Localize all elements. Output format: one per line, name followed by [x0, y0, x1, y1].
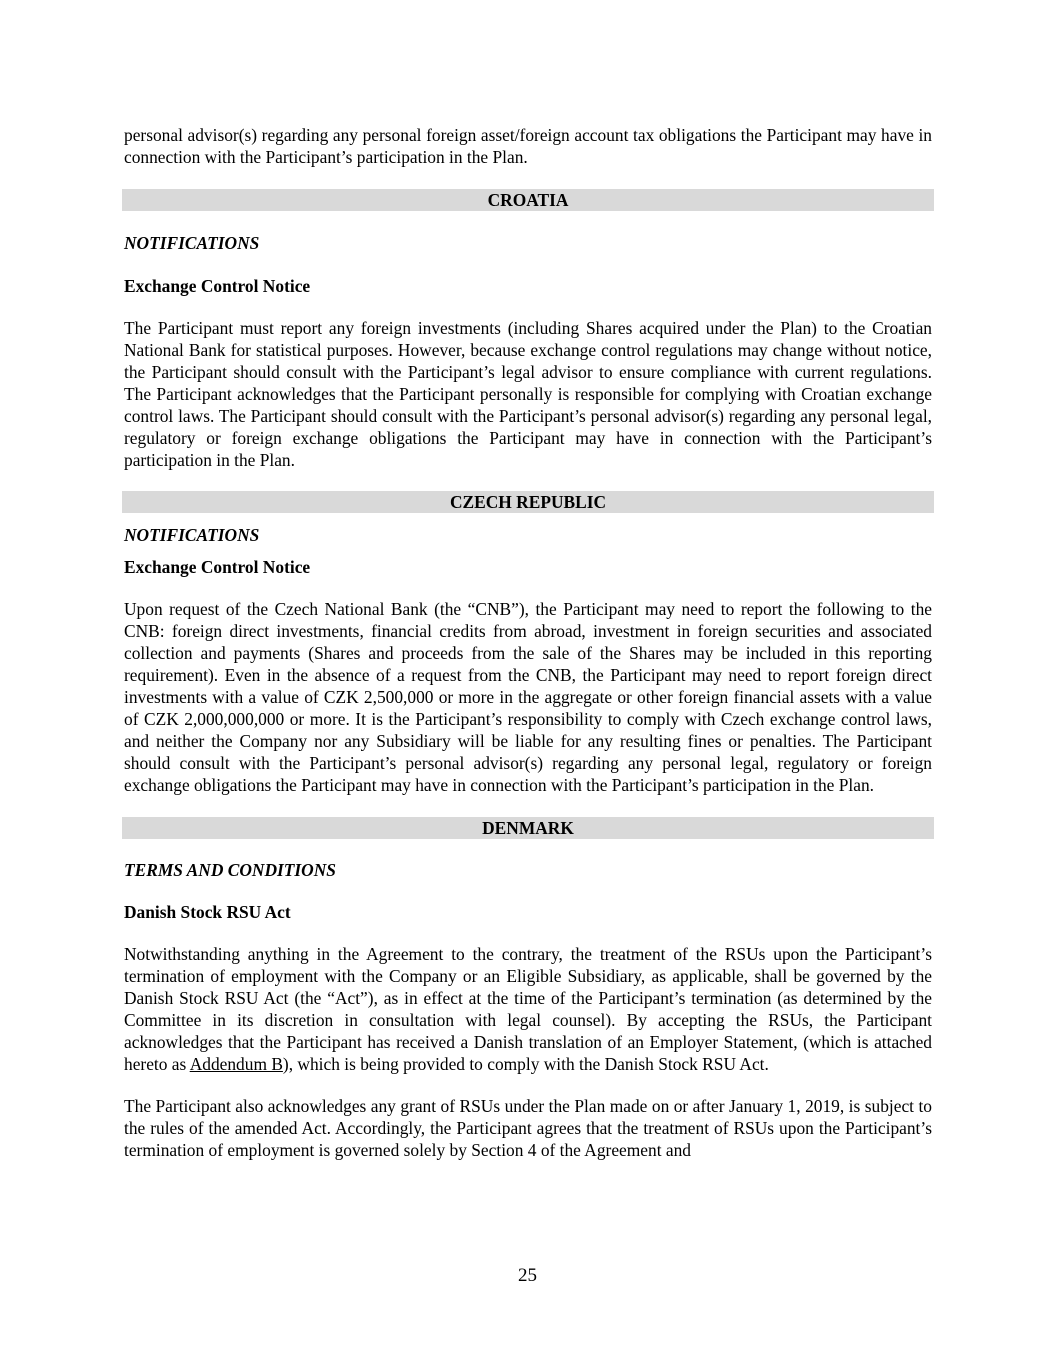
czech-subheading: NOTIFICATIONS	[124, 525, 260, 545]
czech-notice-heading: Exchange Control Notice	[124, 557, 311, 577]
croatia-paragraph: The Participant must report any foreign investments (including Shares acquired under the Plan) to the Croatian National Bank for statistical purposes. However, because exchange control regulations may change without notice, the Participant should consult with the Participant’s legal advisor to ensure compliance with current regulations. The Participant acknowledges that the Participant personally is responsible for complying with Croatian exchange control laws. The Participant should consult with the Participant’s personal advisor(s) regarding any personal legal, regulatory or foreign exchange obligations the Participant may have in connection with the Participant’s participation in the Plan.	[124, 318, 932, 470]
czech-paragraph: Upon request of the Czech National Bank (the “CNB”), the Participant may need to report the following to the CNB: foreign direct investments, financial credits from abroad, investment in foreign securities and associated collection and payments (Shares and proceeds from the sale of the Shares may be included in this reporting requirement). Even in the absence of a request from the CNB, the Participant may need to report foreign direct investments with a value of CZK 2,500,000 or more in the aggregate or other foreign financial assets with a value of CZK 2,000,000,000 or more. It is the Participant’s responsibility to comply with Czech exchange control laws, and neither the Company nor any Subsidiary will be liable for any resulting fines or penalties. The Participant should consult with the Participant’s personal advisor(s) regarding any personal legal, regulatory or foreign exchange obligations the Participant may have in connection with the Participant’s participation in the Plan.	[124, 599, 932, 795]
document-page	[124, 124, 932, 1161]
denmark-act-heading: Danish Stock RSU Act	[124, 902, 291, 922]
denmark-p1-text-before: Notwithstanding anything in the Agreement to the contrary, the treatment of the RSUs upon the Participant’s termination of employment with the Company or an Eligible Subsidiary, as applicable, shall be governed by the Danish Stock RSU Act (the “Act”), as in effect at the time of the Participant’s termination (as determined by the Committee in its discretion in consultation with legal counsel). By accepting the RSUs, the Participant acknowledges that the Participant has received a Danish translation of an Employer Statement, (which is attached hereto as	[124, 944, 932, 1074]
addendum-b-reference: Addendum B	[189, 1054, 283, 1074]
section-header-denmark: DENMARK	[122, 817, 934, 839]
section-header-croatia: CROATIA	[122, 189, 934, 211]
page-number: 25	[518, 1265, 537, 1286]
denmark-paragraph-2: The Participant also acknowledges any grant of RSUs under the Plan made on or after January 1, 2019, is subject to the rules of the amended Act. Accordingly, the Participant agrees that the treatment of RSUs upon the Participant’s termination of employment is governed solely by Section 4 of the Agreement and	[124, 1096, 932, 1160]
denmark-paragraph-1	[124, 943, 932, 1075]
denmark-p1-text-after: ), which is being provided to comply with the Danish Stock RSU Act.	[282, 1054, 769, 1074]
section-header-czech-republic: CZECH REPUBLIC	[122, 491, 934, 513]
croatia-subheading: NOTIFICATIONS	[124, 233, 260, 253]
croatia-notice-heading: Exchange Control Notice	[124, 276, 311, 296]
denmark-subheading: TERMS AND CONDITIONS	[124, 860, 336, 880]
intro-paragraph: personal advisor(s) regarding any personal foreign asset/foreign account tax obligations the Participant may have in connection with the Participant’s participation in the Plan.	[124, 125, 932, 167]
